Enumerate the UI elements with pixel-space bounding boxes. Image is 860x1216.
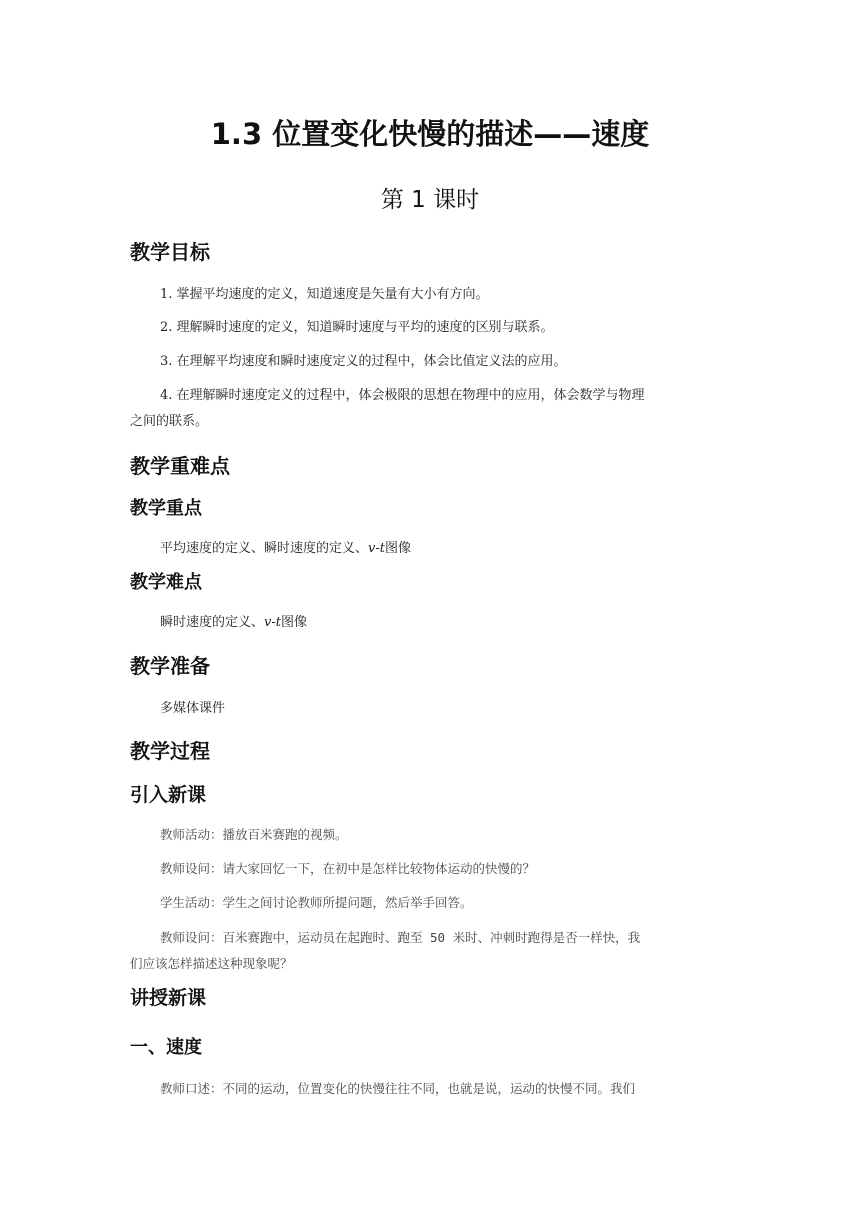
difficulty-heading: 教学难点	[130, 572, 202, 593]
objective-item-3: 3. 在理解平均速度和瞬时速度定义的过程中，体会比值定义法的应用。	[160, 354, 567, 369]
intro-line-3: 学生活动：学生之间讨论教师所提问题，然后举手回答。	[160, 895, 473, 910]
preparation-heading: 教学准备	[130, 654, 210, 678]
objective-item-4-continued: 之间的联系。	[130, 414, 209, 429]
process-heading: 教学过程	[130, 739, 210, 763]
objectives-heading: 教学目标	[130, 240, 210, 264]
intro-line-1: 教师活动：播放百米赛跑的视频。	[160, 827, 348, 842]
objective-item-1: 1. 掌握平均速度的定义，知道速度是矢量有大小有方向。	[160, 287, 489, 302]
document-title: 1.3 位置变化快慢的描述——速度	[210, 117, 650, 151]
intro-heading: 引入新课	[130, 784, 207, 806]
difficulty-text: 瞬时速度的定义、v-t图像	[160, 615, 307, 630]
objective-item-4: 4. 在理解瞬时速度定义的过程中，体会极限的思想在物理中的应用，体会数学与物理	[160, 388, 645, 403]
vt-term: v-t	[368, 541, 385, 556]
teach-heading: 讲授新课	[130, 987, 207, 1009]
intro-line-4: 教师设问：百米赛跑中，运动员在起跑时、跑至 50 米时、冲刺时跑得是否一样快，我	[160, 930, 641, 945]
objective-item-2: 2. 理解瞬时速度的定义，知道瞬时速度与平均的速度的区别与联系。	[160, 320, 554, 335]
speed-section-heading: 一、速度	[130, 1037, 202, 1058]
teach-line-1: 教师口述：不同的运动，位置变化的快慢往往不同，也就是说，运动的快慢不同。我们	[160, 1081, 636, 1096]
lesson-subtitle: 第 1 课时	[380, 187, 480, 213]
intro-line-2: 教师设问：请大家回忆一下，在初中是怎样比较物体运动的快慢的？	[160, 861, 536, 876]
vt-term: v-t	[264, 615, 281, 630]
intro-line-4-continued: 们应该怎样描述这种现象呢？	[130, 956, 293, 971]
key-points-heading: 教学重难点	[130, 454, 230, 478]
focus-heading: 教学重点	[130, 498, 202, 519]
focus-text: 平均速度的定义、瞬时速度的定义、v-t图像	[160, 541, 411, 556]
preparation-text: 多媒体课件	[160, 701, 226, 716]
